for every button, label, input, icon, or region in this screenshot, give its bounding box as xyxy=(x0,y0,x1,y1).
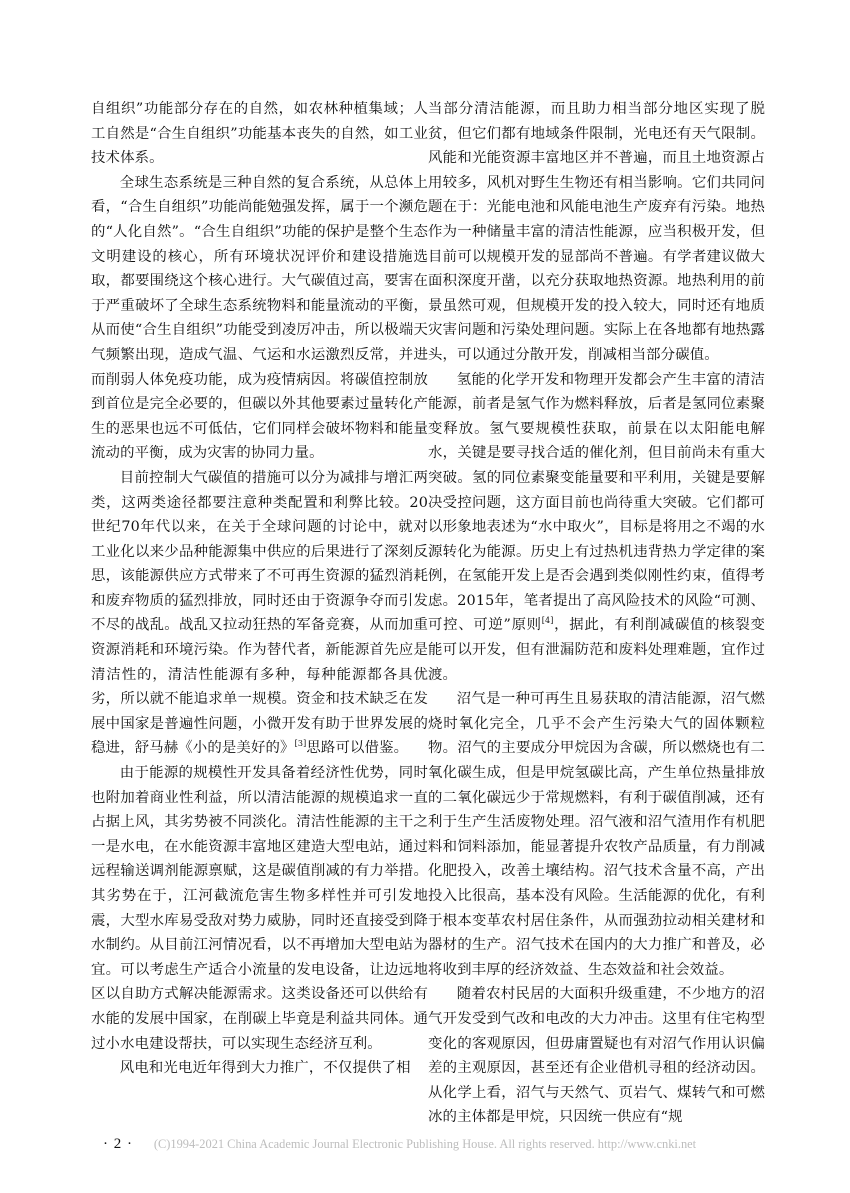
paragraph-text: 氢能的化学开发和物理开发都会产生丰富的清洁能源，前者是氢气作为燃料释放，后者是氢同位素聚变释放。氢气要规模性获取，前景在以太阳能电解水，关键是要寻找合适的催化剂，但目前尚未有重大突破。氢的同位素聚变能量要和平利用，关键是要解决受控问题，这方面目前也尚待重大突破。它们都可以形象地表述为“水中取火”，目标是将用之不竭的水源转化为能源。历史上有过热机违背热力学定律的案例，在氢能开发上是否会遇到类似刚性约束，值得考虑。2015年，笔者提出了高风险技术的风险“可测、可控、可逆”原则 xyxy=(428,371,765,634)
paragraph: 沼气是一种可再生且易获取的清洁能源，沼气燃烧时氧化完全，几乎不会产生污染大气的固体颗粒物。沼气的主要成分甲烷因为含碳，所以燃烧也有二氧化碳生成，但是甲烷氢碳比高，产生单位热量排放的二氧化碳远少于常规燃料，有利于碳值削减，还有利于生产生活废物处理。沼气液和沼气渣用作有机肥料和饲料添加，能显著提升农牧产品质量，有力削减化肥投入，改善土壤结构。沼气技术含量不高，产出投入比很高，基本没有风险。生活能源的优化，有利于根本变革农村居住条件，从而强劲拉动相关建材和器材的生产。沼气技术在国内的大力推广和普及，必将收到丰厚的经济效益、生态效益和社会效益。 xyxy=(428,691,765,978)
paragraph: 随着农村民居的大面积升级重建，不少地方的沼气开发受到气改和电改的大力冲击。这里有住宅构型变化的客观原因，但毋庸置疑也有对沼气作用认识偏差的主观原因，甚至还有企业借机寻租的经济动因。从化学上看，沼气与天然气、页岩气、煤转气和可燃冰的主体都是甲烷，只因统一供应有“规 xyxy=(428,986,765,1126)
paragraph-tail: 思路可以借鉴。 xyxy=(306,740,409,757)
citation-marker: [3] xyxy=(294,739,307,749)
paragraph: 由于能源的规模性开发具备着经济性优势，同时也附加着商业性利益，所以清洁能源的规模追求一直占据上风，其劣势被不同淡化。清洁性能源的主干之一是水电，在水能资源丰富地区建造大型电站，通过远程输送调剂能源禀赋，这是碳值削减的有力举措。其劣势在于，江河截流危害生物多样性并可引发地震，大型水库易受敌对势力威胁，同时还直接受到降水制约。从目前江河情况看，以不再增加大型电站为宜。可以考虑生产适合小流量的发电设备，让边远地区以自助方式解决能源需求。这类设备还可以供给有水能的发展中国家，在削碳上毕竟是利益共同体。通过小水电建设帮扶，可以实现生态经济互利。 xyxy=(91,765,428,1052)
paragraph: 全球生态系统是三种自然的复合系统，从总体上看，“合生自组织”功能尚能勉强发挥，属于一个濒危的“人化自然”。“合生自组织”功能的保护是整个生态文明建设的核心，所有环境状况评价和建设措施选取，都要围绕这个核心进行。大气碳值过高，要害在于严重破坏了全球生态系统物料和能量流动的平衡，从而使“合生自组织”功能受到凌厉冲击，所以极端天气频繁出现，造成气温、气运和水运激烈反常，并进而削弱人体免疫功能，成为疫情病因。将碳值控制放到首位是完全必要的，但碳以外其他要素过量转化产生的恶果也远不可低估，它们同样会破坏物料和能量流动的平衡，成为灾害的协同力量。 xyxy=(91,174,428,462)
paragraph: 当部分清洁能源，而且助力相当部分地区实现了脱贫，但它们都有地域条件限制，光电还有天气限制。风能和光能资源丰富地区并不普遍，而且土地资源占用较多，风机对野生生物还有相当影响。它们共同问题在于：光能电池和风能电池生产废弃有污染。地热作为一种储量丰富的清洁性能源，应当积极开发，但目前可以规模开发的显部尚不普遍。有学者建议做大面积深度开凿，以充分获取地热资源。地热利用的前景虽然可观，但规模开发的投入较大，同时还有地质灾害问题和污染处理问题。实际上在各地都有地热露头，可以通过分散开发，削减相当部分碳值。 xyxy=(428,101,765,363)
paragraph xyxy=(91,466,428,761)
page-number: · 2 · xyxy=(103,1136,133,1152)
right-text-column xyxy=(428,97,765,1130)
left-text-column xyxy=(91,97,428,1081)
copyright-watermark: (C)1994-2021 China Academic Journal Electronic Publishing House. All rights reserved. http://www.cnki.net xyxy=(153,1137,697,1151)
paragraph: 自组织”功能部分存在的自然，如农林种植集域；人工自然是“合生自组织”功能基本丧失的自然，如工业技术体系。 xyxy=(91,101,428,167)
paragraph: 风电和光电近年得到大力推广，不仅提供了相 xyxy=(119,1060,411,1077)
paragraph-text: 目前控制大气碳值的措施可以分为减排与增汇两类，这两类途径都要注意种类配置和利弊比较。20世纪70年代以来，在关于全球问题的讨论中，就对工业化以来少品种能源集中供应的后果进行了深刻反思，该能源供应方式带来了不可再生资源的猛烈消耗和废弃物质的猛烈排放，同时还由于资源争夺而引发不尽的战乱。战乱又拉动狂热的军备竞赛，从而加重资源消耗和环境污染。作为替代者，新能源首先应是清洁性的，清洁性能源有多种，每种能源都各具优劣，所以就不能追求单一规模。资金和技术缺乏在发展中国家是普遍性问题，小微开发有助于世界发展的稳进，舒马赫《小的是美好的》 xyxy=(91,469,428,757)
citation-marker: [4] xyxy=(541,616,554,626)
paragraph xyxy=(428,368,765,688)
paragraph-tail: ，据此，有利削减碳值的核裂变能可以开发，但有泄漏防范和废料处理难题，宜作过渡。 xyxy=(428,617,765,683)
